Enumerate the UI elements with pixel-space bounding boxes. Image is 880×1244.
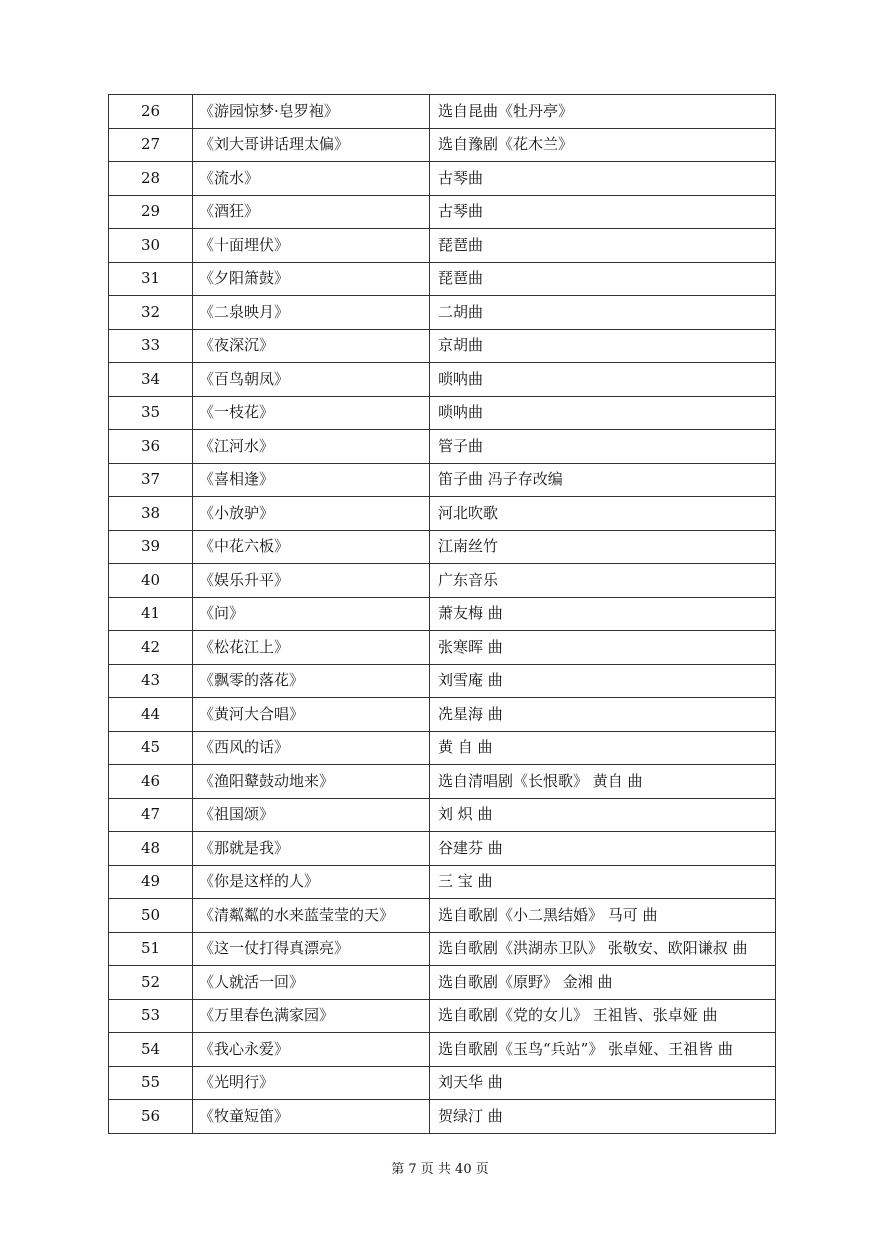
- row-number: 28: [109, 162, 193, 196]
- piece-title: 《一枝花》: [193, 396, 430, 430]
- table-row: [109, 999, 776, 1033]
- table-row: [109, 162, 776, 196]
- music-list-table: [108, 94, 776, 1134]
- piece-title: 《这一仗打得真漂亮》: [193, 932, 430, 966]
- table-row: [109, 195, 776, 229]
- table-row: [109, 564, 776, 598]
- table-row: [109, 128, 776, 162]
- row-number: 32: [109, 296, 193, 330]
- piece-title: 《二泉映月》: [193, 296, 430, 330]
- table-row: [109, 932, 776, 966]
- row-number: 51: [109, 932, 193, 966]
- piece-note: 冼星海 曲: [430, 698, 776, 732]
- piece-title: 《小放驴》: [193, 497, 430, 531]
- piece-note: 黄 自 曲: [430, 731, 776, 765]
- piece-note: 选自歌剧《小二黑结婚》 马可 曲: [430, 899, 776, 933]
- piece-note: 古琴曲: [430, 195, 776, 229]
- table-row: [109, 1033, 776, 1067]
- piece-title: 《黄河大合唱》: [193, 698, 430, 732]
- piece-title: 《十面埋伏》: [193, 229, 430, 263]
- piece-title: 《牧童短笛》: [193, 1100, 430, 1134]
- table-row: [109, 430, 776, 464]
- piece-note: 笛子曲 冯子存改编: [430, 463, 776, 497]
- piece-note: 刘天华 曲: [430, 1066, 776, 1100]
- table-row: [109, 463, 776, 497]
- piece-note: 萧友梅 曲: [430, 597, 776, 631]
- piece-note: 刘雪庵 曲: [430, 664, 776, 698]
- table-row: [109, 832, 776, 866]
- table-row: [109, 262, 776, 296]
- piece-note: 贺绿汀 曲: [430, 1100, 776, 1134]
- table-row: [109, 497, 776, 531]
- table-row: [109, 798, 776, 832]
- row-number: 39: [109, 530, 193, 564]
- piece-title: 《你是这样的人》: [193, 865, 430, 899]
- table-row: [109, 664, 776, 698]
- table-row: [109, 396, 776, 430]
- row-number: 46: [109, 765, 193, 799]
- row-number: 48: [109, 832, 193, 866]
- piece-title: 《游园惊梦·皂罗袍》: [193, 95, 430, 129]
- row-number: 33: [109, 329, 193, 363]
- piece-note: 选自豫剧《花木兰》: [430, 128, 776, 162]
- piece-note: 唢呐曲: [430, 363, 776, 397]
- table-row: [109, 698, 776, 732]
- piece-title: 《人就活一回》: [193, 966, 430, 1000]
- piece-note: 谷建芬 曲: [430, 832, 776, 866]
- piece-title: 《松花江上》: [193, 631, 430, 665]
- row-number: 49: [109, 865, 193, 899]
- table-row: [109, 899, 776, 933]
- piece-note: 选自歌剧《党的女儿》 王祖皆、张卓娅 曲: [430, 999, 776, 1033]
- table-row: [109, 731, 776, 765]
- row-number: 34: [109, 363, 193, 397]
- piece-note: 选自歌剧《洪湖赤卫队》 张敬安、欧阳谦叔 曲: [430, 932, 776, 966]
- table-row: [109, 597, 776, 631]
- piece-note: 张寒晖 曲: [430, 631, 776, 665]
- table-row: [109, 296, 776, 330]
- row-number: 41: [109, 597, 193, 631]
- piece-note: 选自歌剧《玉鸟“兵站”》 张卓娅、王祖皆 曲: [430, 1033, 776, 1067]
- piece-note: 刘 炽 曲: [430, 798, 776, 832]
- piece-title: 《流水》: [193, 162, 430, 196]
- row-number: 53: [109, 999, 193, 1033]
- row-number: 56: [109, 1100, 193, 1134]
- row-number: 42: [109, 631, 193, 665]
- row-number: 29: [109, 195, 193, 229]
- row-number: 36: [109, 430, 193, 464]
- piece-title: 《那就是我》: [193, 832, 430, 866]
- piece-note: 琵琶曲: [430, 229, 776, 263]
- row-number: 37: [109, 463, 193, 497]
- piece-note: 三 宝 曲: [430, 865, 776, 899]
- row-number: 43: [109, 664, 193, 698]
- piece-title: 《夕阳箫鼓》: [193, 262, 430, 296]
- row-number: 38: [109, 497, 193, 531]
- piece-title: 《喜相逢》: [193, 463, 430, 497]
- piece-note: 河北吹歌: [430, 497, 776, 531]
- piece-title: 《百鸟朝凤》: [193, 363, 430, 397]
- piece-note: 选自昆曲《牡丹亭》: [430, 95, 776, 129]
- row-number: 47: [109, 798, 193, 832]
- row-number: 26: [109, 95, 193, 129]
- piece-title: 《夜深沉》: [193, 329, 430, 363]
- piece-note: 唢呐曲: [430, 396, 776, 430]
- row-number: 30: [109, 229, 193, 263]
- table-row: [109, 865, 776, 899]
- row-number: 44: [109, 698, 193, 732]
- piece-title: 《我心永爱》: [193, 1033, 430, 1067]
- table-row: [109, 95, 776, 129]
- piece-note: 选自清唱剧《长恨歌》 黄自 曲: [430, 765, 776, 799]
- piece-title: 《酒狂》: [193, 195, 430, 229]
- row-number: 35: [109, 396, 193, 430]
- piece-title: 《飘零的落花》: [193, 664, 430, 698]
- piece-title: 《西风的话》: [193, 731, 430, 765]
- piece-title: 《光明行》: [193, 1066, 430, 1100]
- piece-title: 《清粼粼的水来蓝莹莹的天》: [193, 899, 430, 933]
- row-number: 45: [109, 731, 193, 765]
- piece-note: 二胡曲: [430, 296, 776, 330]
- piece-note: 京胡曲: [430, 329, 776, 363]
- piece-note: 管子曲: [430, 430, 776, 464]
- piece-title: 《万里春色满家园》: [193, 999, 430, 1033]
- piece-note: 江南丝竹: [430, 530, 776, 564]
- row-number: 52: [109, 966, 193, 1000]
- piece-title: 《刘大哥讲话理太偏》: [193, 128, 430, 162]
- piece-title: 《江河水》: [193, 430, 430, 464]
- row-number: 40: [109, 564, 193, 598]
- row-number: 55: [109, 1066, 193, 1100]
- table-row: [109, 765, 776, 799]
- table-row: [109, 1100, 776, 1134]
- piece-title: 《中花六板》: [193, 530, 430, 564]
- row-number: 27: [109, 128, 193, 162]
- piece-note: 古琴曲: [430, 162, 776, 196]
- table-row: [109, 530, 776, 564]
- table-row: [109, 1066, 776, 1100]
- table-row: [109, 329, 776, 363]
- piece-title: 《祖国颂》: [193, 798, 430, 832]
- table-row: [109, 229, 776, 263]
- row-number: 31: [109, 262, 193, 296]
- table-row: [109, 631, 776, 665]
- row-number: 50: [109, 899, 193, 933]
- row-number: 54: [109, 1033, 193, 1067]
- page-footer: 第 7 页 共 40 页: [391, 1162, 489, 1177]
- table-row: [109, 363, 776, 397]
- table-row: [109, 966, 776, 1000]
- piece-note: 琵琶曲: [430, 262, 776, 296]
- piece-note: 广东音乐: [430, 564, 776, 598]
- piece-note: 选自歌剧《原野》 金湘 曲: [430, 966, 776, 1000]
- piece-title: 《娱乐升平》: [193, 564, 430, 598]
- music-list-body: [109, 95, 776, 1134]
- piece-title: 《问》: [193, 597, 430, 631]
- piece-title: 《渔阳鼙鼓动地来》: [193, 765, 430, 799]
